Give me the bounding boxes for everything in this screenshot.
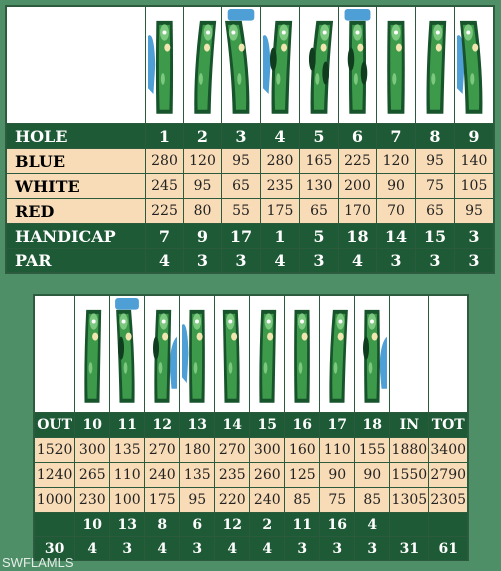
- blue-cell-5: 165: [300, 149, 339, 174]
- hole-9-diagram: [455, 7, 494, 124]
- red-cell-6: 170: [339, 199, 377, 224]
- blue-cell-18: 155: [355, 438, 390, 463]
- tot-header: TOT: [429, 413, 468, 438]
- white-cell-12: 240: [145, 463, 180, 488]
- hole-5-diagram: [300, 7, 339, 124]
- hole-15-diagram: [250, 296, 285, 413]
- hole-cell-4: 4: [261, 124, 300, 149]
- hole-cell-7: 7: [377, 124, 416, 149]
- blue-row-label: BLUE: [7, 149, 146, 174]
- red-tot-cell: 2305: [429, 488, 468, 513]
- par-cell-14: 4: [215, 537, 250, 561]
- red-in-cell: 1305: [390, 488, 429, 513]
- white-tot-cell: 2790: [429, 463, 468, 488]
- front-blue-row: [7, 149, 494, 174]
- handicap-out-cell: [35, 513, 75, 537]
- par-in-cell: 31: [390, 537, 429, 561]
- red-cell-12: 175: [145, 488, 180, 513]
- white-cell-14: 235: [215, 463, 250, 488]
- hole-cell-16: 16: [285, 413, 320, 438]
- in-header: IN: [390, 413, 429, 438]
- handicap-cell-17: 16: [320, 513, 355, 537]
- par-cell-16: 3: [285, 537, 320, 561]
- blue-out-cell: 1520: [35, 438, 75, 463]
- hole-10-diagram: [75, 296, 110, 413]
- par-cell-15: 4: [250, 537, 285, 561]
- white-cell-15: 260: [250, 463, 285, 488]
- red-cell-4: 175: [261, 199, 300, 224]
- par-cell-13: 3: [180, 537, 215, 561]
- white-cell-4: 235: [261, 174, 300, 199]
- blue-cell-13: 180: [180, 438, 215, 463]
- red-cell-13: 95: [180, 488, 215, 513]
- red-cell-10: 230: [75, 488, 110, 513]
- hole-16-diagram: [285, 296, 320, 413]
- handicap-cell-9: 3: [455, 224, 494, 249]
- par-cell-1: 4: [146, 249, 184, 273]
- handicap-cell-12: 8: [145, 513, 180, 537]
- hole-17-diagram: [320, 296, 355, 413]
- back-header-row: [35, 413, 468, 438]
- par-out-cell: 30: [35, 537, 75, 561]
- par-cell-10: 4: [75, 537, 110, 561]
- handicap-tot-cell: [429, 513, 468, 537]
- hole-cell-5: 5: [300, 124, 339, 149]
- front-par-row: [7, 249, 494, 273]
- white-out-cell: 1240: [35, 463, 75, 488]
- blue-cell-12: 270: [145, 438, 180, 463]
- white-cell-6: 200: [339, 174, 377, 199]
- hole-13-diagram: [180, 296, 215, 413]
- par-cell-9: 3: [455, 249, 494, 273]
- blue-cell-17: 110: [320, 438, 355, 463]
- white-in-cell: 1550: [390, 463, 429, 488]
- blue-cell-3: 95: [222, 149, 261, 174]
- handicap-cell-4: 1: [261, 224, 300, 249]
- white-cell-3: 65: [222, 174, 261, 199]
- red-row-label: RED: [7, 199, 146, 224]
- par-cell-8: 3: [416, 249, 455, 273]
- front-hole-row: [7, 124, 494, 149]
- handicap-cell-14: 12: [215, 513, 250, 537]
- par-cell-5: 3: [300, 249, 339, 273]
- blue-cell-6: 225: [339, 149, 377, 174]
- hole-cell-13: 13: [180, 413, 215, 438]
- front-hole-diagram-row: [7, 7, 494, 124]
- handicap-cell-7: 14: [377, 224, 416, 249]
- blue-cell-4: 280: [261, 149, 300, 174]
- hole-cell-2: 2: [184, 124, 222, 149]
- par-cell-2: 3: [184, 249, 222, 273]
- par-row-label: PAR: [7, 249, 146, 273]
- blue-cell-9: 140: [455, 149, 494, 174]
- red-out-cell: 1000: [35, 488, 75, 513]
- hole-cell-15: 15: [250, 413, 285, 438]
- hole-6-diagram: [339, 7, 377, 124]
- white-cell-17: 90: [320, 463, 355, 488]
- white-cell-11: 110: [110, 463, 145, 488]
- par-cell-3: 3: [222, 249, 261, 273]
- red-cell-8: 65: [416, 199, 455, 224]
- par-cell-4: 4: [261, 249, 300, 273]
- red-cell-15: 240: [250, 488, 285, 513]
- par-cell-7: 3: [377, 249, 416, 273]
- hole-cell-6: 6: [339, 124, 377, 149]
- back-red-row: [35, 488, 468, 513]
- blue-cell-2: 120: [184, 149, 222, 174]
- back-white-row: [35, 463, 468, 488]
- front-red-row: [7, 199, 494, 224]
- handicap-cell-8: 15: [416, 224, 455, 249]
- red-cell-1: 225: [146, 199, 184, 224]
- hole-cell-9: 9: [455, 124, 494, 149]
- blue-cell-8: 95: [416, 149, 455, 174]
- red-cell-3: 55: [222, 199, 261, 224]
- red-cell-17: 75: [320, 488, 355, 513]
- hole-row-label: HOLE: [7, 124, 146, 149]
- hole-cell-17: 17: [320, 413, 355, 438]
- hole-cell-1: 1: [146, 124, 184, 149]
- red-cell-2: 80: [184, 199, 222, 224]
- white-cell-16: 125: [285, 463, 320, 488]
- handicap-cell-10: 10: [75, 513, 110, 537]
- hole-cell-10: 10: [75, 413, 110, 438]
- hole-7-diagram: [377, 7, 416, 124]
- handicap-cell-15: 2: [250, 513, 285, 537]
- hole-3-diagram: [222, 7, 261, 124]
- par-cell-17: 3: [320, 537, 355, 561]
- par-tot-cell: 61: [429, 537, 468, 561]
- back-nine-scorecard: [33, 294, 469, 561]
- hole-cell-18: 18: [355, 413, 390, 438]
- hole-cell-3: 3: [222, 124, 261, 149]
- handicap-cell-16: 11: [285, 513, 320, 537]
- front-handicap-row: [7, 224, 494, 249]
- hole-cell-8: 8: [416, 124, 455, 149]
- white-cell-9: 105: [455, 174, 494, 199]
- white-cell-13: 135: [180, 463, 215, 488]
- par-cell-12: 4: [145, 537, 180, 561]
- white-cell-10: 265: [75, 463, 110, 488]
- handicap-cell-13: 6: [180, 513, 215, 537]
- blue-cell-10: 300: [75, 438, 110, 463]
- front-nine-table: [6, 6, 494, 273]
- par-cell-11: 3: [110, 537, 145, 561]
- white-cell-2: 95: [184, 174, 222, 199]
- back-corner-blank-in: [390, 296, 429, 413]
- hole-1-diagram: [146, 7, 184, 124]
- handicap-cell-6: 18: [339, 224, 377, 249]
- back-nine-table: [34, 295, 468, 561]
- front-corner-blank: [7, 7, 146, 124]
- red-cell-7: 70: [377, 199, 416, 224]
- handicap-cell-3: 17: [222, 224, 261, 249]
- hole-4-diagram: [261, 7, 300, 124]
- handicap-in-cell: [390, 513, 429, 537]
- red-cell-11: 100: [110, 488, 145, 513]
- handicap-cell-18: 4: [355, 513, 390, 537]
- hole-2-diagram: [184, 7, 222, 124]
- handicap-cell-2: 9: [184, 224, 222, 249]
- blue-cell-11: 135: [110, 438, 145, 463]
- front-nine-scorecard: [5, 5, 495, 274]
- white-cell-5: 130: [300, 174, 339, 199]
- out-header: OUT: [35, 413, 75, 438]
- white-cell-1: 245: [146, 174, 184, 199]
- blue-cell-16: 160: [285, 438, 320, 463]
- hole-8-diagram: [416, 7, 455, 124]
- hole-cell-11: 11: [110, 413, 145, 438]
- back-handicap-row: [35, 513, 468, 537]
- red-cell-5: 65: [300, 199, 339, 224]
- white-cell-8: 75: [416, 174, 455, 199]
- hole-14-diagram: [215, 296, 250, 413]
- blue-cell-7: 120: [377, 149, 416, 174]
- blue-cell-15: 300: [250, 438, 285, 463]
- red-cell-16: 85: [285, 488, 320, 513]
- hole-12-diagram: [145, 296, 180, 413]
- white-cell-7: 90: [377, 174, 416, 199]
- blue-tot-cell: 3400: [429, 438, 468, 463]
- back-par-row: [35, 537, 468, 561]
- hole-cell-12: 12: [145, 413, 180, 438]
- white-cell-18: 90: [355, 463, 390, 488]
- red-cell-9: 95: [455, 199, 494, 224]
- watermark: SWFLAMLS: [2, 555, 74, 570]
- red-cell-18: 85: [355, 488, 390, 513]
- hole-11-diagram: [110, 296, 145, 413]
- blue-in-cell: 1880: [390, 438, 429, 463]
- back-hole-diagram-row: [35, 296, 468, 413]
- back-blue-row: [35, 438, 468, 463]
- back-corner-blank-left: [35, 296, 75, 413]
- hole-18-diagram: [355, 296, 390, 413]
- handicap-cell-11: 13: [110, 513, 145, 537]
- handicap-cell-1: 7: [146, 224, 184, 249]
- hole-cell-14: 14: [215, 413, 250, 438]
- white-row-label: WHITE: [7, 174, 146, 199]
- back-corner-blank-tot: [429, 296, 468, 413]
- front-white-row: [7, 174, 494, 199]
- handicap-cell-5: 5: [300, 224, 339, 249]
- blue-cell-1: 280: [146, 149, 184, 174]
- handicap-row-label: HANDICAP: [7, 224, 146, 249]
- red-cell-14: 220: [215, 488, 250, 513]
- blue-cell-14: 270: [215, 438, 250, 463]
- par-cell-6: 4: [339, 249, 377, 273]
- par-cell-18: 3: [355, 537, 390, 561]
